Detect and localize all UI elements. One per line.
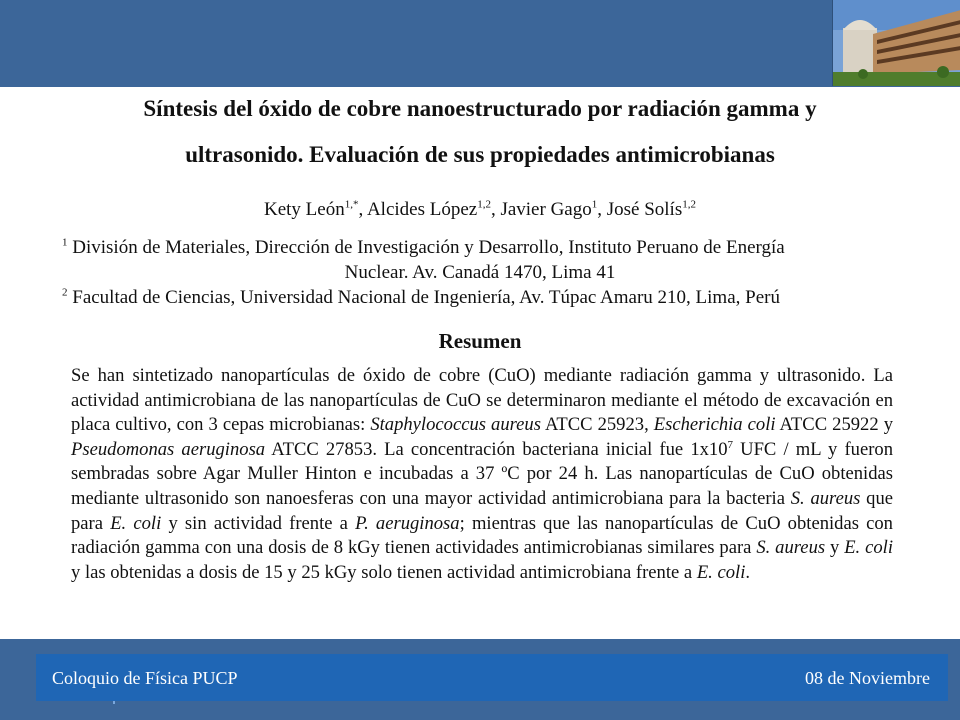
species-name: E. coli: [696, 561, 746, 583]
species-name: Pseudomonas aeruginosa: [71, 438, 266, 460]
abstract-text: [71, 364, 893, 585]
abstract-segment: ATCC 25923,: [540, 414, 654, 436]
abstract-segment: ATCC 27853. La concentración bacteriana inicial fue 1x10: [265, 438, 728, 460]
abstract-segment: .: [745, 561, 751, 583]
header-band: [0, 0, 960, 87]
affiliation-text: División de Materiales, Dirección de Investigación y Desarrollo, Instituto Peruano de Energía: [72, 237, 785, 258]
affiliation-1-line-1: [62, 237, 785, 259]
abstract-segment: y: [825, 537, 845, 559]
species-name: S. aureus: [790, 487, 861, 509]
abstract-heading: Resumen: [438, 329, 522, 353]
exponent: 7: [727, 438, 734, 451]
author-affiliation-marker: 1,2: [477, 198, 491, 211]
footer-marker: [113, 701, 115, 704]
paper-title-line-2: ultrasonido. Evaluación de sus propiedades antimicrobianas: [185, 142, 775, 167]
species-name: E. coli: [844, 537, 893, 559]
footer-event-name: Coloquio de Física PUCP: [52, 668, 238, 688]
species-name: E. coli: [110, 512, 162, 534]
affiliation-text: Facultad de Ciencias, Universidad Nacional de Ingeniería, Av. Túpac Amaru 210, Lima, Perú: [72, 287, 780, 308]
species-name: Escherichia coli: [653, 414, 776, 436]
building-photo: [832, 0, 960, 86]
author-name: José Solís: [606, 199, 683, 220]
abstract-segment: y sin actividad frente a: [161, 512, 356, 534]
author-name: Alcides López: [366, 199, 478, 220]
building-photo-icon: [833, 0, 960, 86]
abstract-segment: y las obtenidas a dosis de 15 y 25 kGy solo tienen actividad antimicrobiana frente a: [71, 561, 697, 583]
author-name: Javier Gago: [500, 199, 592, 220]
affiliation-number: 2: [62, 286, 68, 299]
abstract-segment: UFC / mL y fueron sembradas sobre Agar Muller Hinton e incubadas a 37 ºC por 24 h. Las nanopartículas de CuO obtenidas mediante ultrasonido son nanoesferas con una mayor actividad antimicrobiana para la bacteria: [71, 438, 893, 509]
abstract-segment: ; mientras que las nanopartículas de CuO obtenidas con radiación gamma con una dosis de 8 kGy tienen actividades antimicrobianas similares para: [71, 512, 893, 559]
author-affiliation-marker: 1,2: [682, 198, 696, 211]
author-affiliation-marker: 1,*: [344, 198, 359, 211]
author-list: Kety León$^{1,*}$, Alcides López$^{1,2}$, Javier Gago$^1$, José Solís$^{1,2}$: [264, 198, 696, 220]
affiliation-1-line-2: Nuclear. Av. Canadá 1470, Lima 41: [344, 262, 616, 283]
abstract-segment: que para: [71, 487, 893, 534]
affiliation-number: 1: [62, 236, 68, 249]
paper-title-line-1: Síntesis del óxido de cobre nanoestructurado por radiación gamma y: [143, 96, 817, 121]
abstract-segment: ATCC 25922 y: [775, 414, 893, 436]
footer-date: 08 de Noviembre: [805, 668, 930, 688]
author-affiliation-marker: 1: [591, 198, 598, 211]
author-name: Kety León: [264, 199, 345, 220]
species-name: Staphylococcus aureus: [370, 414, 541, 436]
affiliation-2: [62, 287, 780, 309]
species-name: S. aureus: [756, 537, 826, 559]
abstract-segment: Se han sintetizado nanopartículas de óxido de cobre (CuO) mediante radiación gamma y ultrasonido. La actividad antimicrobiana de las nanopartículas de CuO se determinaron mediante el método de excavación en placa cultivo, con 3 cepas microbianas:: [71, 365, 893, 436]
species-name: P. aeruginosa: [355, 512, 460, 534]
